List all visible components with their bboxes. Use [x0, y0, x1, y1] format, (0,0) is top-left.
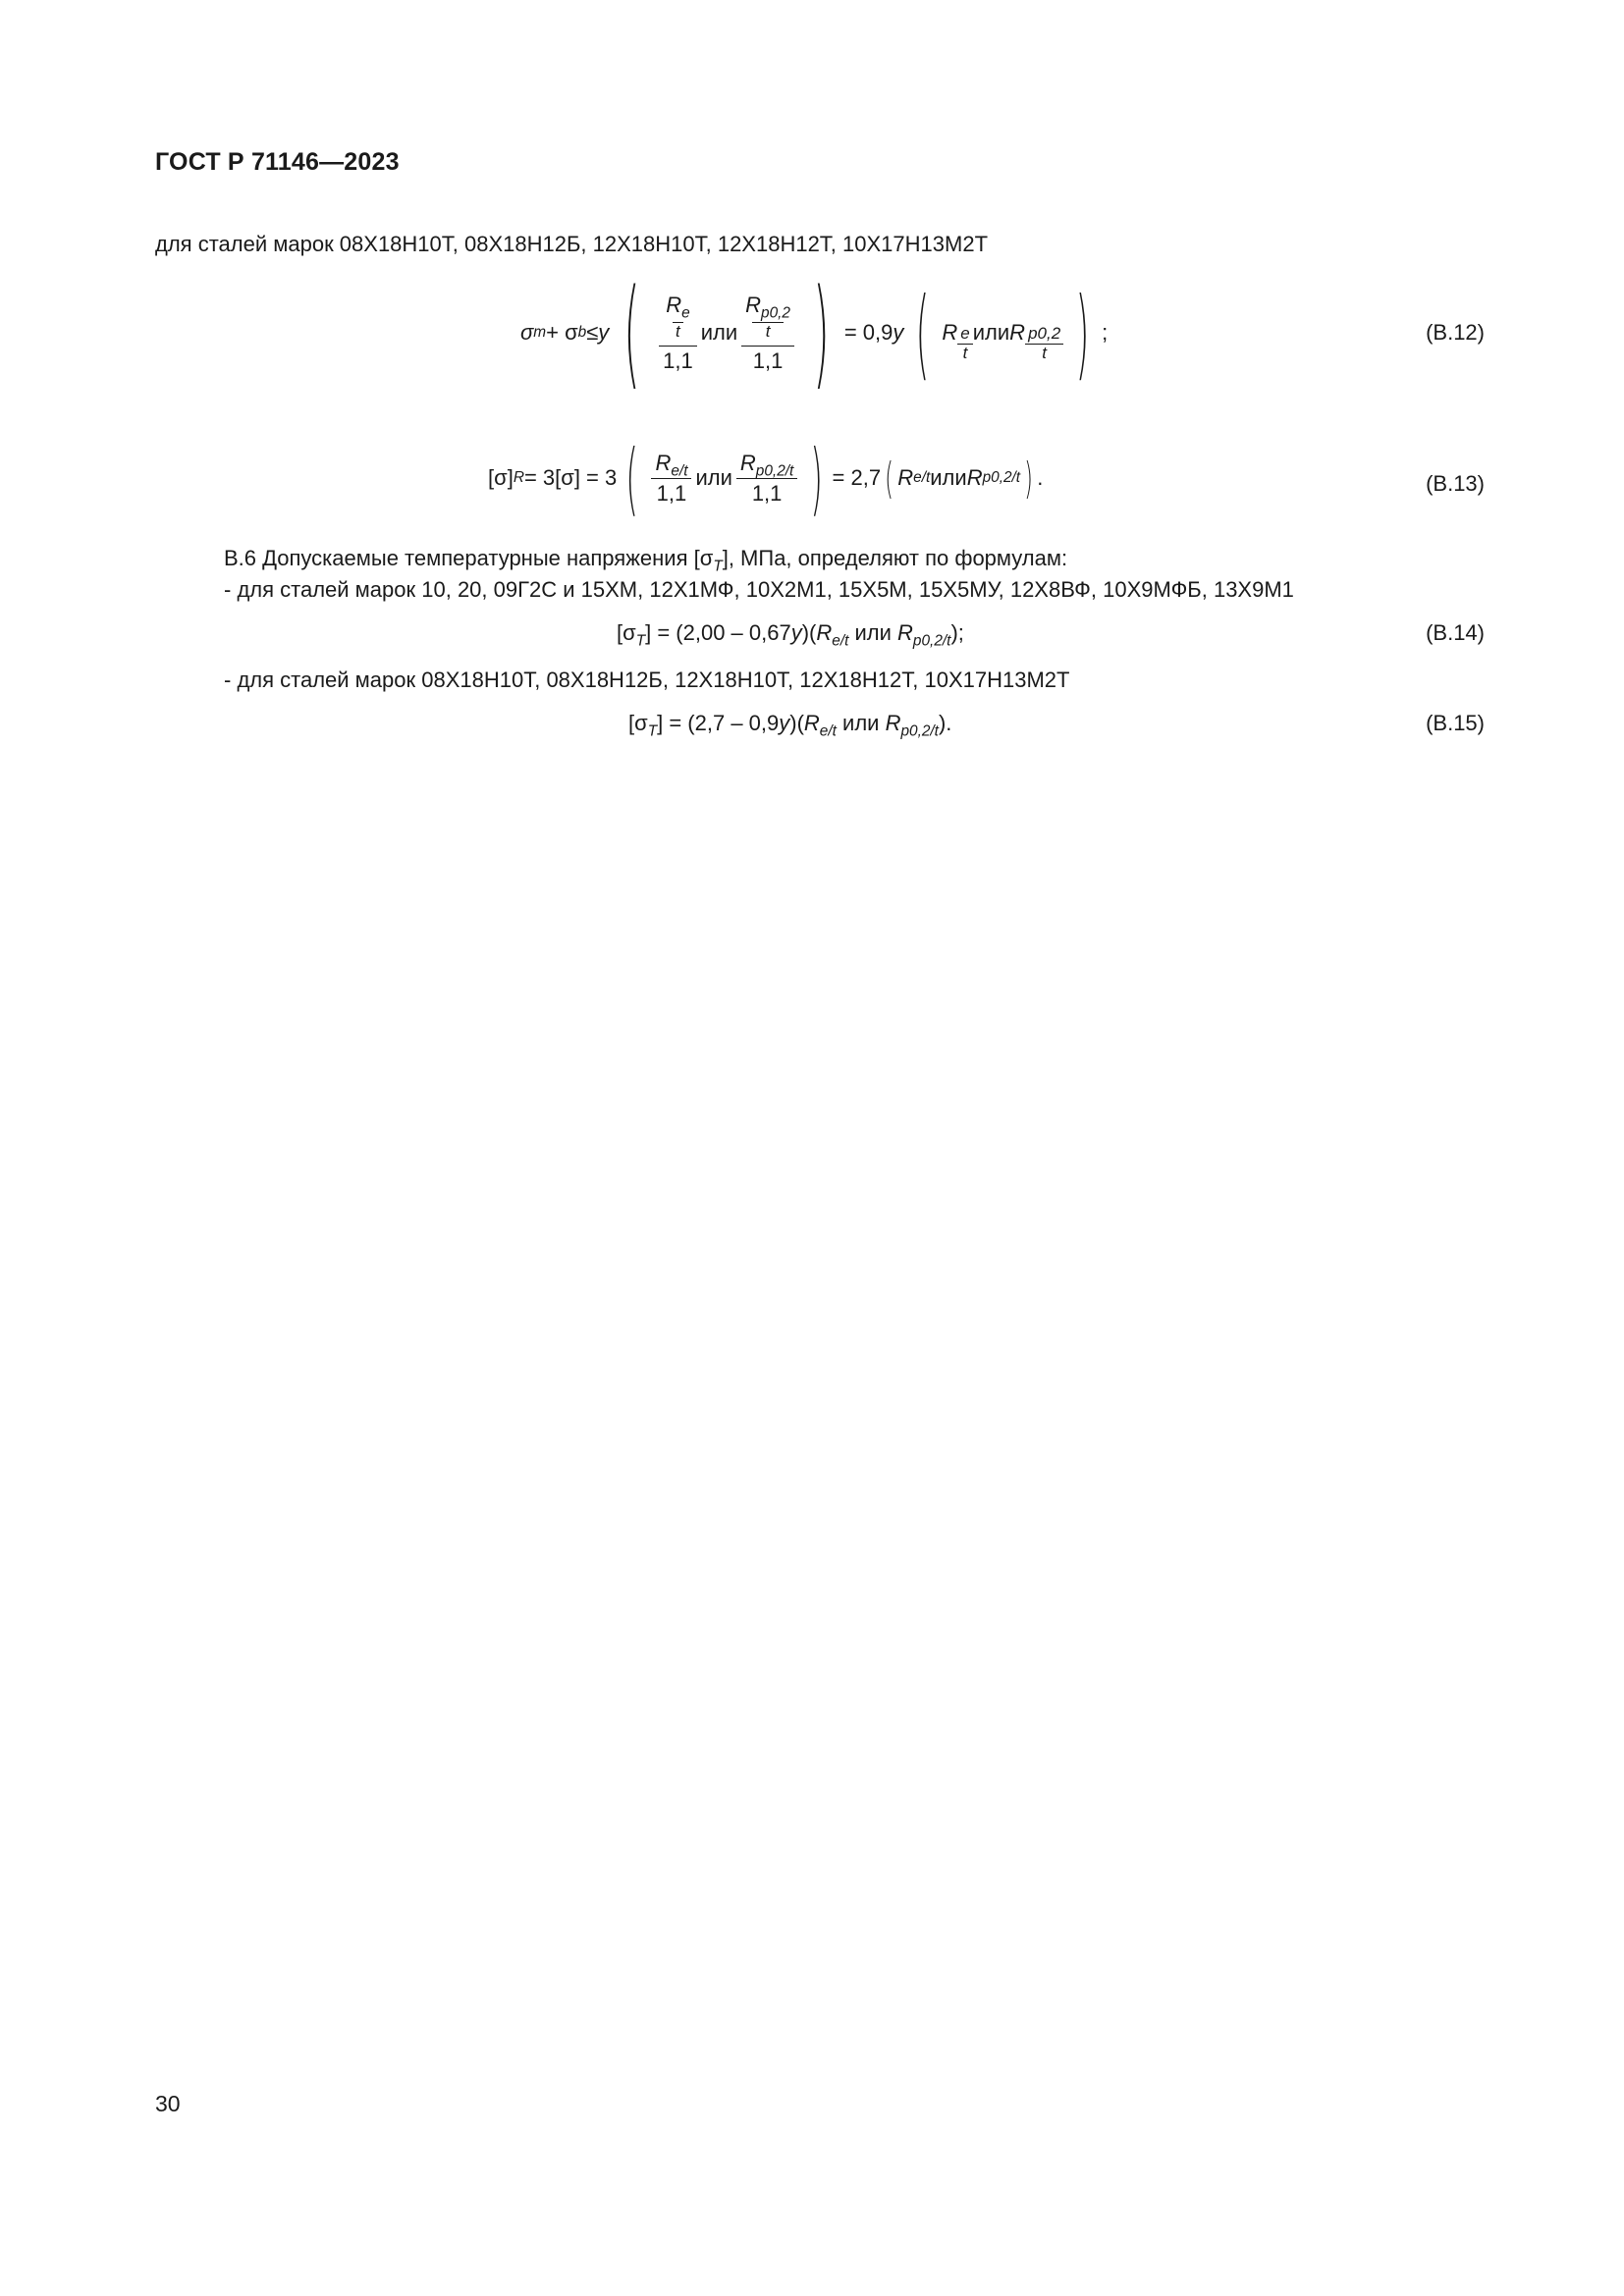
small-fraction-e-t — [957, 325, 972, 362]
t-var: t — [962, 343, 968, 362]
big-left-paren-icon: ( — [623, 264, 640, 401]
y-var: y — [598, 320, 610, 345]
r-var: R — [666, 292, 682, 317]
or-word: или — [700, 320, 738, 345]
subscript-p02t: p0,2/t — [912, 632, 951, 650]
period: . — [1037, 465, 1044, 490]
equation-number-b13: (В.13) — [1426, 471, 1485, 496]
equation-number-b14: (В.14) — [1426, 620, 1485, 645]
fraction-re-numerator — [659, 293, 697, 346]
sigma-bracket: [σ] — [488, 465, 514, 490]
r-var: R — [885, 711, 901, 735]
or-word: или — [848, 620, 898, 645]
right-paren-icon: ) — [810, 432, 824, 524]
fraction-rp02 — [741, 293, 794, 374]
equation-b12-body: σ m + σ b ≤ y ( $R_e$ t 1,1 или $R_{p0,2}$ t 1,1 ) = 0,9 y ( R $\frac{e}{t}$ или R $\frac{p0,2}{t}$ ) ; — [520, 264, 1109, 401]
y-var: y — [790, 620, 802, 645]
fraction-re — [659, 293, 697, 374]
small-fraction-t — [673, 322, 683, 342]
subscript-p02t: p0,2/t — [900, 722, 939, 740]
t-var: t — [1042, 343, 1047, 362]
equals-27: = 2,7 — [832, 465, 882, 490]
subscript-p02t: p0,2/t — [755, 461, 794, 479]
plus-sigma: + σ — [546, 320, 578, 345]
equation-b14 — [0, 620, 1485, 660]
equation-b14-body — [617, 620, 964, 650]
right-paren-icon: ) — [1075, 275, 1090, 391]
sigma-open: [σ — [628, 711, 648, 735]
or-word: или — [836, 711, 886, 735]
subscript-p02: p0,2 — [1025, 325, 1063, 345]
left-paren-icon: ( — [885, 453, 893, 504]
subscript-e: e — [681, 303, 690, 321]
r-var: R — [942, 320, 958, 345]
subscript-e-t: e/t — [671, 461, 688, 479]
subscript-e: e — [957, 325, 972, 345]
subscript-t: T — [713, 558, 723, 575]
r-var: R — [897, 620, 913, 645]
equation-b15 — [0, 711, 1485, 750]
right-paren-icon: ) — [1024, 453, 1033, 504]
r-var: R — [739, 450, 756, 475]
r-var: R — [745, 292, 762, 317]
section-b6-heading — [224, 546, 1068, 575]
r-var: R — [655, 450, 672, 475]
r-var: R — [897, 465, 914, 490]
section-b6-text-end: ], МПа, определяют по формулам: — [722, 546, 1068, 570]
intro-line: для сталей марок 08Х18Н10Т, 08Х18Н12Б, 12Х18Н10Т, 12Х18Н12Т, 10Х17Н13М2Т — [155, 232, 989, 256]
formula-mid2: )( — [789, 711, 804, 735]
t-var: t — [673, 322, 683, 342]
formula-mid: ] = (2,00 – 0,67 — [645, 620, 791, 645]
r-var: R — [1009, 320, 1026, 345]
sigma-symbol: σ — [520, 320, 534, 345]
formula-end: ). — [938, 711, 952, 735]
equation-number-b15: (В.15) — [1426, 711, 1485, 735]
equation-b12 — [0, 264, 1485, 401]
or-word: или — [972, 320, 1010, 345]
page-number: 30 — [155, 2091, 181, 2116]
y-var: y — [893, 320, 904, 345]
document-header-title: ГОСТ Р 71146—2023 — [155, 148, 400, 176]
r-var: R — [966, 465, 983, 490]
t-var: t — [752, 322, 785, 342]
semicolon: ; — [1102, 320, 1109, 345]
fraction-denominator: 1,1 — [741, 346, 794, 374]
sigma-open: [σ — [617, 620, 636, 645]
fraction-denominator: 1,1 — [751, 480, 783, 506]
or-word: или — [930, 465, 967, 490]
formula-mid2: )( — [801, 620, 817, 645]
le-sign: ≤ — [586, 320, 599, 345]
fraction-rp02t-numerator — [736, 451, 797, 479]
big-right-paren-icon: ) — [813, 264, 830, 401]
subscript-p02: p0,2 — [761, 303, 790, 321]
r-var: R — [803, 711, 820, 735]
subscript-t: T — [647, 722, 658, 740]
subscript-e-t: e/t — [832, 632, 849, 650]
fraction-denominator: 1,1 — [656, 480, 687, 506]
fraction-ret — [651, 451, 691, 507]
fraction-ret-numerator — [651, 451, 691, 479]
fraction-rp02-numerator — [741, 293, 794, 346]
formula-mid: ] = (2,7 – 0,9 — [657, 711, 780, 735]
small-fraction-t — [752, 322, 785, 342]
list-item-1: - для сталей марок 10, 20, 09Г2С и 15ХМ, 12Х1МФ, 10Х2М1, 15Х5М, 15Х5МУ, 12Х8ВФ, 10Х9МФБ, 13Х9М1 — [224, 577, 1294, 602]
equation-b15-body — [628, 711, 952, 740]
equation-b13-body: [σ] R = 3[σ] = 3 ( $\frac{R_{e/t}}{1,1}$ или $\frac{R_{p0,2/t}}{1,1}$ ) = 2,7 ( R e/t или R p0,2/t ) . — [488, 432, 1044, 524]
or-word: или — [695, 465, 732, 490]
section-b6-text: В.6 Допускаемые температурные напряжения [σ — [224, 546, 714, 570]
formula-end: ); — [950, 620, 964, 645]
subscript-e-t: e/t — [819, 722, 837, 740]
list-item-2: - для сталей марок 08Х18Н10Т, 08Х18Н12Б, 12Х18Н10Т, 12Х18Н12Т, 10Х17Н13М2Т — [224, 667, 1070, 692]
fraction-denominator: 1,1 — [659, 346, 697, 374]
small-fraction-p02-t — [1025, 325, 1063, 362]
fraction-rp02t — [736, 451, 797, 507]
subscript-t: T — [635, 632, 646, 650]
equals-3-sigma: = 3[σ] = 3 — [523, 465, 618, 490]
equals-09: = 0,9 — [843, 320, 893, 345]
r-var: R — [816, 620, 833, 645]
equation-b13 — [0, 432, 1485, 524]
left-paren-icon: ( — [625, 432, 639, 524]
left-paren-icon: ( — [916, 275, 930, 391]
y-var: y — [779, 711, 790, 735]
equation-number-b12: (В.12) — [1426, 320, 1485, 345]
